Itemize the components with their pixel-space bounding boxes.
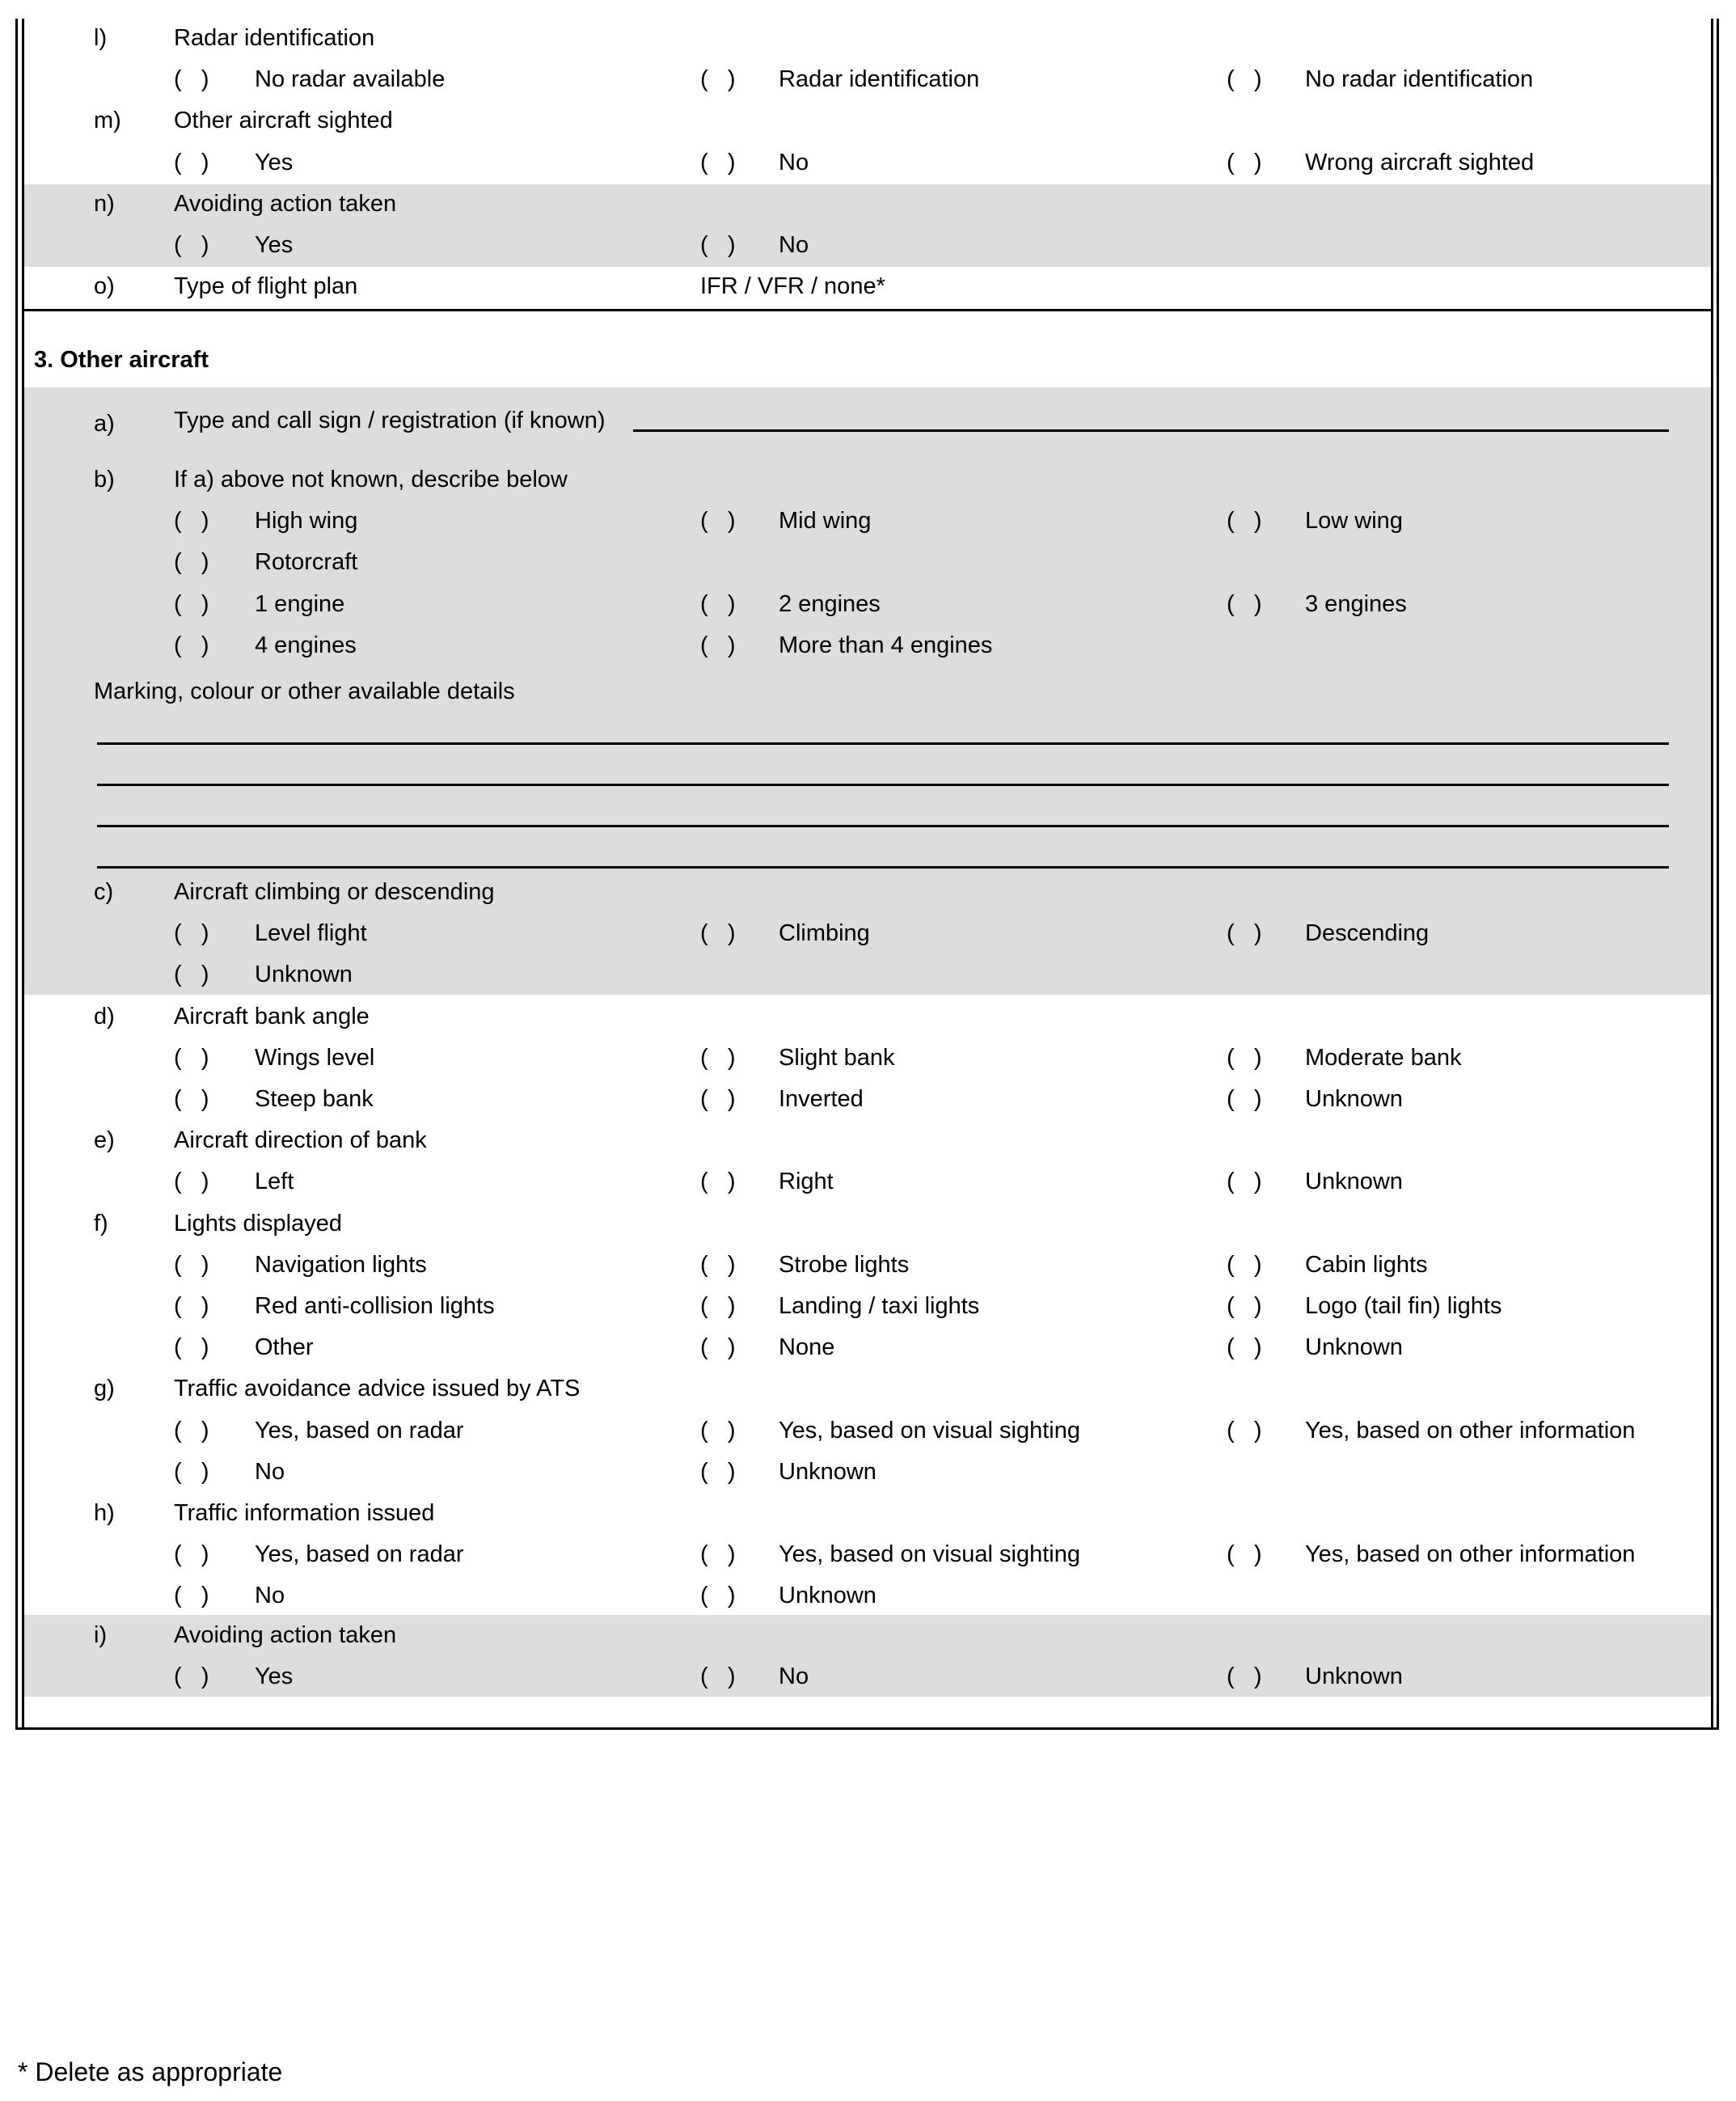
option-label: None [779,1334,835,1361]
checkbox[interactable]: ( ) [700,232,736,258]
checkbox[interactable]: ( ) [174,66,209,93]
option-label: Rotorcraft [255,549,358,576]
item-letter: e) [94,1127,115,1154]
option-label: Wrong aircraft sighted [1305,149,1535,175]
option-label: Left [255,1169,294,1195]
checkbox[interactable]: ( ) [1227,1251,1262,1278]
item-letter: m) [94,108,121,134]
frame-right-inner [1711,19,1713,1729]
checkbox[interactable]: ( ) [700,590,736,617]
checkbox[interactable]: ( ) [700,1417,736,1444]
checkbox[interactable]: ( ) [700,66,736,93]
item-question: If a) above not known, describe below [174,467,568,492]
option-label: More than 4 engines [779,632,993,658]
option-label: No radar identification [1305,66,1534,93]
checkbox[interactable]: ( ) [174,1663,209,1690]
option-label: Navigation lights [255,1251,427,1278]
checkbox[interactable]: ( ) [1227,1663,1262,1690]
checkbox[interactable]: ( ) [700,1169,736,1195]
option-label: Red anti-collision lights [255,1293,495,1319]
marking-label: Marking, colour or other available details [94,678,515,704]
checkbox[interactable]: ( ) [1227,1417,1262,1444]
option-label: Yes [255,1663,294,1690]
marking-details-input-line[interactable] [97,866,1669,869]
option-label: No [255,1458,285,1485]
item-letter: a) [94,411,115,437]
checkbox[interactable]: ( ) [1227,1293,1262,1319]
checkbox[interactable]: ( ) [174,149,209,175]
option-label: Level flight [255,920,367,947]
option-label: Cabin lights [1305,1251,1428,1278]
checkbox[interactable]: ( ) [174,1583,209,1609]
checkbox[interactable]: ( ) [700,1044,736,1071]
checkbox[interactable]: ( ) [174,1541,209,1568]
option-label: Other [255,1334,314,1361]
item-letter: i) [94,1622,108,1648]
checkbox[interactable]: ( ) [1227,590,1262,617]
checkbox[interactable]: ( ) [700,1334,736,1361]
item-question: Aircraft climbing or descending [174,879,495,905]
option-label: Radar identification [779,66,980,93]
option-label: No [779,149,809,175]
frame-bottom [15,1727,1719,1730]
checkbox[interactable]: ( ) [174,920,209,947]
option-label: Unknown [255,962,353,988]
option-label: Landing / taxi lights [779,1293,980,1319]
option-label: Slight bank [779,1044,895,1071]
option-label: Low wing [1305,508,1403,535]
option-label: 1 engine [255,590,345,617]
checkbox[interactable]: ( ) [1227,1541,1262,1568]
option-label: No [779,1663,809,1690]
checkbox[interactable]: ( ) [1227,1086,1262,1112]
checkbox[interactable]: ( ) [700,1541,736,1568]
option-label: Descending [1305,920,1430,947]
item-question: Avoiding action taken [174,190,397,217]
checkbox[interactable]: ( ) [700,1663,736,1690]
item-letter: b) [94,467,115,492]
checkbox[interactable]: ( ) [700,508,736,535]
marking-details-input-line[interactable] [97,742,1669,745]
checkbox[interactable]: ( ) [174,508,209,535]
item-question: Type and call sign / registration (if known) [174,408,606,433]
option-label: Climbing [779,920,870,947]
option-label: Yes [255,232,294,258]
section-title: 3. Other aircraft [34,347,209,373]
option-label: Unknown [779,1583,876,1609]
checkbox[interactable]: ( ) [174,632,209,658]
checkbox[interactable]: ( ) [1227,508,1262,535]
checkbox[interactable]: ( ) [174,1334,209,1361]
checkbox[interactable]: ( ) [1227,149,1262,175]
item-question: Avoiding action taken [174,1622,397,1648]
checkbox[interactable]: ( ) [1227,1044,1262,1071]
checkbox[interactable]: ( ) [700,149,736,175]
item-letter: o) [94,273,115,300]
option-label: No [779,232,809,258]
option-label: Steep bank [255,1086,374,1112]
checkbox[interactable]: ( ) [700,632,736,658]
item-letter: g) [94,1376,115,1402]
option-label: Inverted [779,1086,864,1112]
checkbox[interactable]: ( ) [1227,1334,1262,1361]
footnote: * Delete as appropriate [18,2057,283,2086]
checkbox[interactable]: ( ) [174,1251,209,1278]
checkbox[interactable]: ( ) [700,1293,736,1319]
option-label: Wings level [255,1044,375,1071]
frame-right-outer [1717,19,1719,1729]
frame-left-inner [22,19,24,1729]
item-question: Other aircraft sighted [174,108,393,134]
checkbox[interactable]: ( ) [174,1044,209,1071]
checkbox[interactable]: ( ) [700,920,736,947]
checkbox[interactable]: ( ) [700,1583,736,1609]
frame-left-outer [15,19,18,1729]
item-question: Traffic information issued [174,1500,435,1526]
option-label: 2 engines [779,590,881,617]
option-label: Yes, based on radar [255,1541,464,1568]
option-label: Unknown [1305,1169,1403,1195]
callsign-input-line[interactable] [633,429,1669,432]
option-label: No [255,1583,285,1609]
section-divider [23,309,1712,311]
item-question: Lights displayed [174,1210,342,1237]
checkbox[interactable]: ( ) [174,549,209,576]
checkbox[interactable]: ( ) [174,1086,209,1112]
checkbox[interactable]: ( ) [1227,66,1262,93]
checkbox[interactable]: ( ) [700,1251,736,1278]
flight-plan-type[interactable]: IFR / VFR / none* [700,273,885,300]
option-label: Right [779,1169,834,1195]
checkbox[interactable]: ( ) [700,1086,736,1112]
checkbox[interactable]: ( ) [1227,1169,1262,1195]
checkbox[interactable]: ( ) [174,590,209,617]
checkbox[interactable]: ( ) [174,962,209,988]
checkbox[interactable]: ( ) [174,1417,209,1444]
option-label: Yes, based on radar [255,1417,464,1444]
item-question: Traffic avoidance advice issued by ATS [174,1376,581,1402]
item-letter: c) [94,879,114,905]
option-label: Yes, based on other information [1305,1417,1636,1444]
option-label: High wing [255,508,358,535]
item-question: Type of flight plan [174,273,358,300]
option-label: Yes, based on other information [1305,1541,1636,1568]
option-label: No radar available [255,66,446,93]
checkbox[interactable]: ( ) [700,1458,736,1485]
item-question: Radar identification [174,25,375,51]
checkbox[interactable]: ( ) [174,1293,209,1319]
option-label: Logo (tail fin) lights [1305,1293,1502,1319]
item-letter: n) [94,190,115,217]
option-label: Yes, based on visual sighting [779,1417,1080,1444]
option-label: 4 engines [255,632,357,658]
option-label: Strobe lights [779,1251,910,1278]
option-label: Unknown [1305,1334,1403,1361]
item-letter: l) [94,25,108,51]
option-label: 3 engines [1305,590,1407,617]
item-question: Aircraft direction of bank [174,1127,427,1154]
item-letter: d) [94,1003,115,1029]
checkbox[interactable]: ( ) [174,1458,209,1485]
marking-details-input-line[interactable] [97,784,1669,786]
option-label: Unknown [1305,1086,1403,1112]
option-label: Yes, based on visual sighting [779,1541,1080,1568]
checkbox[interactable]: ( ) [174,232,209,258]
marking-details-input-line[interactable] [97,825,1669,827]
checkbox[interactable]: ( ) [174,1169,209,1195]
option-label: Mid wing [779,508,872,535]
option-label: Moderate bank [1305,1044,1462,1071]
option-label: Unknown [1305,1663,1403,1690]
option-label: Unknown [779,1458,876,1485]
item-question: Aircraft bank angle [174,1003,370,1029]
item-letter: h) [94,1500,115,1526]
item-letter: f) [94,1210,108,1237]
option-label: Yes [255,149,294,175]
checkbox[interactable]: ( ) [1227,920,1262,947]
